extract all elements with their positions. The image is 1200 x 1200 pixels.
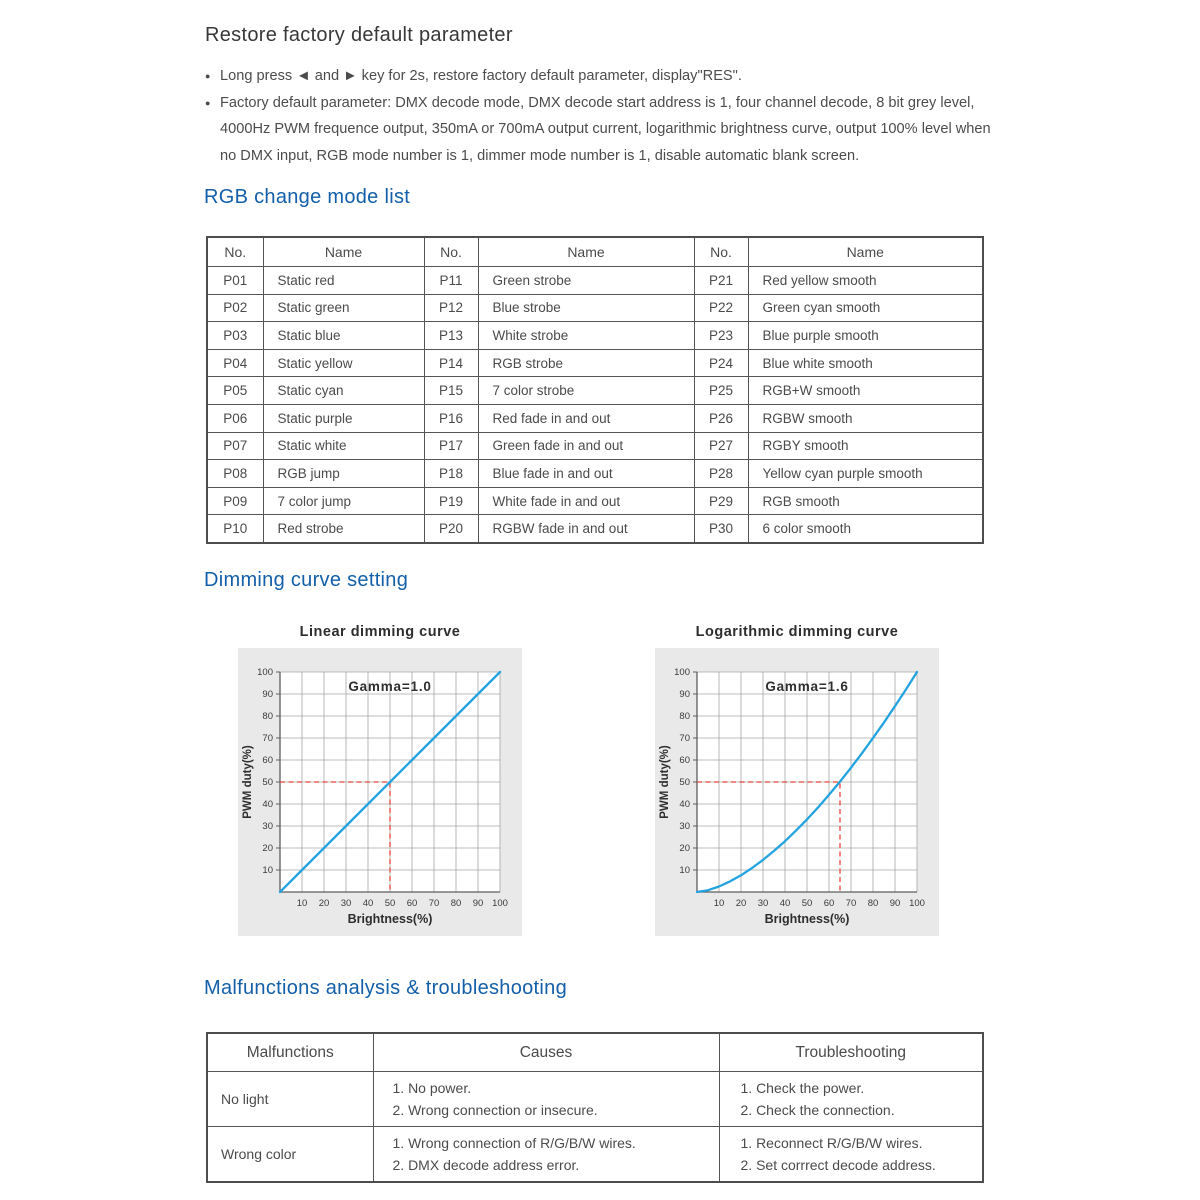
- table-cell: P15: [424, 377, 478, 405]
- y-tick-label: 30: [679, 821, 690, 832]
- column-header: No.: [424, 237, 478, 267]
- table-cell: White strobe: [478, 322, 694, 350]
- x-tick-label: 100: [909, 898, 925, 909]
- table-cell: P24: [694, 349, 748, 377]
- table-cell: 1. No power. 2. Wrong connection or insecure.: [373, 1072, 719, 1127]
- page-title: Restore factory default parameter: [205, 24, 513, 46]
- table-cell: RGB smooth: [748, 487, 983, 515]
- table-cell: Blue strobe: [478, 294, 694, 322]
- x-tick-label: 70: [428, 898, 440, 909]
- table-cell: Red yellow smooth: [748, 267, 983, 295]
- table-cell: Static blue: [263, 322, 424, 350]
- column-header: Causes: [373, 1033, 719, 1072]
- table-cell: 1. Check the power. 2. Check the connection.: [719, 1072, 983, 1127]
- table-cell: P23: [694, 322, 748, 350]
- table-row: [207, 349, 983, 377]
- y-tick-label: 50: [679, 777, 690, 788]
- table-cell: Static yellow: [263, 349, 424, 377]
- x-tick-label: 80: [450, 898, 462, 909]
- y-tick-label: 10: [679, 865, 690, 876]
- x-tick-label: 50: [801, 898, 813, 909]
- table-cell: Red strobe: [263, 515, 424, 543]
- table-cell: P19: [424, 487, 478, 515]
- bullet-item: ● Long press ◄ and ► key for 2s, restore factory default parameter, display"RES".: [205, 63, 1005, 90]
- x-tick-label: 90: [889, 898, 901, 909]
- y-tick-label: 90: [679, 689, 690, 700]
- table-cell: 7 color strobe: [478, 377, 694, 405]
- logarithmic-dimming-chart-svg: [655, 648, 939, 936]
- section-title-rgb-change-mode-list: RGB change mode list: [204, 186, 411, 208]
- table-cell: 6 color smooth: [748, 515, 983, 543]
- table-cell: Green strobe: [478, 267, 694, 295]
- y-tick-label: 80: [679, 711, 690, 722]
- bullet-list: [205, 63, 1005, 169]
- table-cell: P12: [424, 294, 478, 322]
- table-row: [207, 404, 983, 432]
- column-header: No.: [694, 237, 748, 267]
- table-cell: P01: [207, 267, 263, 295]
- malfunctions-table: [206, 1032, 984, 1183]
- y-tick-label: 70: [679, 733, 690, 744]
- y-tick-label: 40: [679, 799, 690, 810]
- table-cell: Red fade in and out: [478, 404, 694, 432]
- table-row: [207, 432, 983, 460]
- table-header-row: [207, 1033, 983, 1072]
- column-header: Malfunctions: [207, 1033, 373, 1072]
- x-tick-label: 10: [713, 898, 725, 909]
- x-tick-label: 30: [340, 898, 352, 909]
- y-tick-label: 10: [262, 865, 273, 876]
- table-row: [207, 294, 983, 322]
- table-cell: Static white: [263, 432, 424, 460]
- table-cell: P20: [424, 515, 478, 543]
- gamma-annotation: Gamma=1.0: [348, 679, 432, 694]
- table-cell: P30: [694, 515, 748, 543]
- table-row: [207, 377, 983, 405]
- x-axis-title: Brightness(%): [764, 912, 850, 926]
- table-cell: P10: [207, 515, 263, 543]
- column-header: Name: [478, 237, 694, 267]
- x-tick-label: 20: [735, 898, 747, 909]
- column-header: Name: [748, 237, 983, 267]
- table-header-row: [207, 237, 983, 267]
- x-tick-label: 60: [823, 898, 835, 909]
- y-tick-label: 50: [262, 777, 273, 788]
- logarithmic-chart-title: Logarithmic dimming curve: [695, 624, 899, 640]
- linear-dimming-chart: [238, 648, 522, 936]
- y-tick-label: 60: [262, 755, 273, 766]
- table-cell: RGBW fade in and out: [478, 515, 694, 543]
- table-cell: Yellow cyan purple smooth: [748, 460, 983, 488]
- y-tick-label: 90: [262, 689, 273, 700]
- table-cell: Static red: [263, 267, 424, 295]
- table-cell: White fade in and out: [478, 487, 694, 515]
- table-cell: RGB+W smooth: [748, 377, 983, 405]
- rgb-change-mode-table: [206, 236, 984, 544]
- table-cell: P09: [207, 487, 263, 515]
- table-cell: P13: [424, 322, 478, 350]
- table-cell: RGBW smooth: [748, 404, 983, 432]
- table-cell: RGB strobe: [478, 349, 694, 377]
- table-cell: Static green: [263, 294, 424, 322]
- table-cell: 1. Reconnect R/G/B/W wires. 2. Set corrrect decode address.: [719, 1127, 983, 1183]
- y-tick-label: 20: [679, 843, 690, 854]
- table-cell: P03: [207, 322, 263, 350]
- table-cell: Wrong color: [207, 1127, 373, 1183]
- table-cell: P07: [207, 432, 263, 460]
- table-row: [207, 1072, 983, 1127]
- column-header: Troubleshooting: [719, 1033, 983, 1072]
- y-axis-title: PWM duty(%): [659, 745, 671, 819]
- y-tick-label: 40: [262, 799, 273, 810]
- table-cell: P26: [694, 404, 748, 432]
- bullet-item: ● Factory default parameter: DMX decode mode, DMX decode start address is 1, four channel decode, 8 bit grey level, 4000Hz PWM frequence output, 350mA or 700mA output current, logarithmic brightness curve, output 100% level when no DMX input, RGB mode number is 1, dimmer mode number is 1, disable automatic blank screen.: [205, 90, 1005, 170]
- table-row: [207, 487, 983, 515]
- x-tick-label: 80: [867, 898, 879, 909]
- table-cell: P04: [207, 349, 263, 377]
- section-title-malfunctions: Malfunctions analysis & troubleshooting: [204, 977, 568, 999]
- x-tick-label: 50: [384, 898, 396, 909]
- table-row: [207, 322, 983, 350]
- y-tick-label: 70: [262, 733, 273, 744]
- x-tick-label: 100: [492, 898, 508, 909]
- table-cell: P08: [207, 460, 263, 488]
- table-cell: P06: [207, 404, 263, 432]
- y-tick-label: 30: [262, 821, 273, 832]
- column-header: No.: [207, 237, 263, 267]
- table-row: [207, 1127, 983, 1183]
- table-cell: P11: [424, 267, 478, 295]
- table-cell: P25: [694, 377, 748, 405]
- logarithmic-dimming-chart: [655, 648, 939, 936]
- y-tick-label: 20: [262, 843, 273, 854]
- y-axis-title: PWM duty(%): [242, 745, 254, 819]
- x-tick-label: 60: [406, 898, 418, 909]
- table-row: [207, 267, 983, 295]
- x-tick-label: 40: [362, 898, 374, 909]
- table-cell: P14: [424, 349, 478, 377]
- y-tick-label: 100: [674, 667, 690, 678]
- x-tick-label: 40: [779, 898, 791, 909]
- column-header: Name: [263, 237, 424, 267]
- table-cell: P18: [424, 460, 478, 488]
- table-cell: Static cyan: [263, 377, 424, 405]
- table-cell: Green fade in and out: [478, 432, 694, 460]
- table-cell: Blue purple smooth: [748, 322, 983, 350]
- table-cell: RGB jump: [263, 460, 424, 488]
- table-cell: 7 color jump: [263, 487, 424, 515]
- table-cell: 1. Wrong connection of R/G/B/W wires. 2. DMX decode address error.: [373, 1127, 719, 1183]
- y-tick-label: 100: [257, 667, 273, 678]
- table-cell: P02: [207, 294, 263, 322]
- x-tick-label: 90: [472, 898, 484, 909]
- x-tick-label: 10: [296, 898, 308, 909]
- table-cell: Blue white smooth: [748, 349, 983, 377]
- table-cell: RGBY smooth: [748, 432, 983, 460]
- table-cell: P16: [424, 404, 478, 432]
- table-cell: No light: [207, 1072, 373, 1127]
- table-cell: P21: [694, 267, 748, 295]
- x-axis-title: Brightness(%): [347, 912, 433, 926]
- table-cell: P17: [424, 432, 478, 460]
- table-cell: P28: [694, 460, 748, 488]
- gamma-annotation: Gamma=1.6: [765, 679, 849, 694]
- section-title-dimming-curve-setting: Dimming curve setting: [204, 569, 409, 591]
- table-cell: Static purple: [263, 404, 424, 432]
- table-cell: Green cyan smooth: [748, 294, 983, 322]
- table-cell: Blue fade in and out: [478, 460, 694, 488]
- table-cell: P29: [694, 487, 748, 515]
- x-tick-label: 70: [845, 898, 857, 909]
- table-cell: P22: [694, 294, 748, 322]
- y-tick-label: 60: [679, 755, 690, 766]
- linear-dimming-chart-svg: [238, 648, 522, 936]
- table-row: [207, 515, 983, 543]
- x-tick-label: 30: [757, 898, 769, 909]
- table-row: [207, 460, 983, 488]
- x-tick-label: 20: [318, 898, 330, 909]
- y-tick-label: 80: [262, 711, 273, 722]
- table-cell: P27: [694, 432, 748, 460]
- table-cell: P05: [207, 377, 263, 405]
- linear-chart-title: Linear dimming curve: [299, 624, 461, 640]
